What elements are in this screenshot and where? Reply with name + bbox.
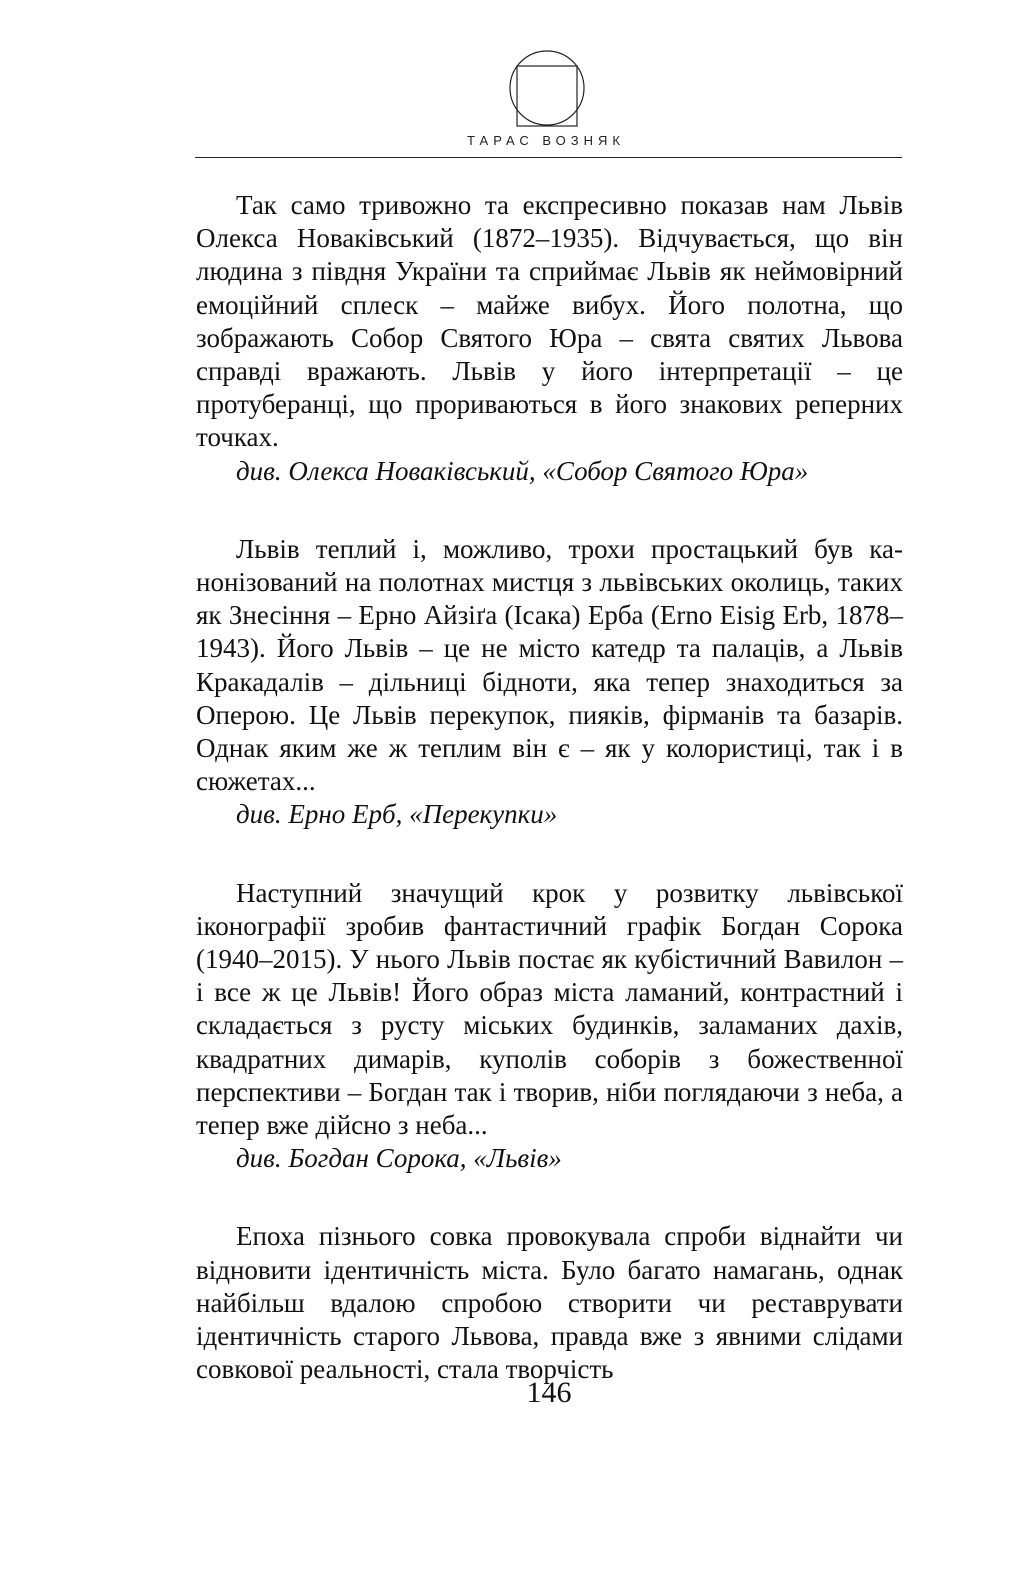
paragraph-late-soviet: Епоха пізнього совка провокувала спроби віднайти чи відновити ідентичність міста. Було багато намагань, однак найбільш вдалою спробою створити чи реставрувати ідентичність старого Львова, правда вже з явними слідами совкової реальності, стала творчість (196, 1221, 903, 1385)
section-gap (196, 832, 903, 877)
body-text (196, 189, 903, 1387)
paragraph-novakivsky: Так само тривожно та експресивно показав нам Львів Олекса Новаківський (1872–1935). Відчувається, що він людина з півдня України та сприймає Львів як неймовірний емоційний сплеск – майже вибух. Його полотна, що зображають Собор Святого Юра – свята святих Львова справді вражають. Львів у його інтерпретації – це протуберанці, що прориваються в його знакових реперних точках. (196, 190, 903, 453)
paragraph-soroka: Наступний значущий крок у розвитку львівської іконографії зробив фантастичний графік Богдан Сорока (1940–2015). У нього Львів постає як кубістичний Вавилон – і все ж це Львів! Його образ міста ламаний, контрастний і складається з русту міських будинків, заламаних дахів, квадратних димарів, куполів соборів з божественної перспективи – Богдан так і творив, ніби поглядаючи з неба, а тепер вже дійсно з неба... (196, 877, 903, 1141)
section-gap (196, 488, 903, 533)
reference-erb: див. Ерно Ерб, «Перекупки» (236, 799, 558, 830)
section-gap (196, 1175, 903, 1220)
paragraph-erb: Львів теплий і, можливо, трохи простацький був канонізований на полотнах мистця з львівських околиць, таких як Знесіння – Ерно Айзіґа (Ісака) Ерба (Erno Eisig Erb, 1878–1943). Його Львів – це не місто катедр та палаців, а Львів Кракадалів – дільниці бідноти, яка тепер знаходиться за Оперою. Це Львів перекупок, пияків, фірманів та базарів. Однак яким же ж теплим він є – як у колористиці, так і в сюжетах... (196, 533, 903, 797)
reference-soroka: див. Богдан Сорока, «Львів» (236, 1143, 562, 1174)
page-number: 146 (526, 1376, 572, 1409)
header-rule (195, 157, 902, 158)
circle-square-logo-icon (508, 48, 586, 128)
reference-novakivsky: див. Олекса Новаківський, «Собор Святого Юра» (236, 455, 809, 486)
running-head: ТАРАС ВОЗНЯК (467, 133, 625, 148)
